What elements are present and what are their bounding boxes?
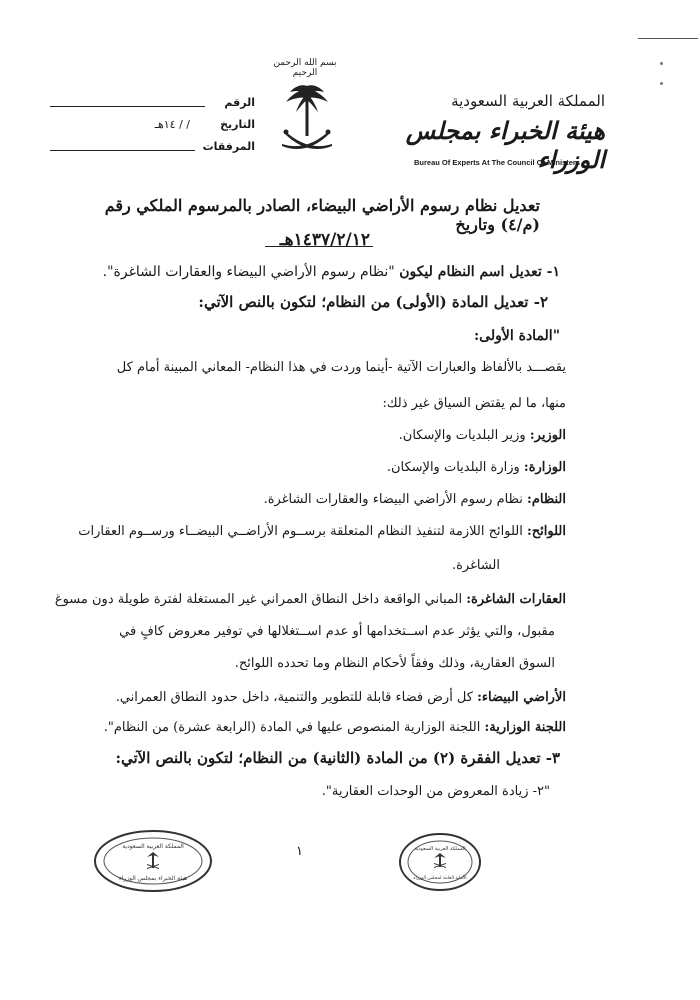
ref-number-field [40,94,255,114]
def-vacant-line3: السوق العقارية، وذلك وفقاً لأحكام النظام وما تحدده اللوائح. [234,656,555,671]
seal-stamp-left [92,828,214,894]
edge-mark [638,38,698,39]
item-3: ٣- تعديل الفقرة (٢) من المادة (الثانية) من النظام؛ لتكون بالنص الآتي: [115,749,560,767]
def-white-lands [116,688,566,708]
def-system-text: نظام رسوم الأراضي البيضاء والعقارات الشاغرة. [263,492,528,507]
article-intro-line1: يقصـــد بالألفاظ والعبارات الآتية -أينما وردت في هذا النظام- المعاني المبينة أمام كل [116,360,566,375]
ref-date-value: / / ١٤هـ [154,118,190,131]
article-title: "المادة الأولى: [474,328,560,344]
def-regulations-text: اللوائح اللازمة لتنفيذ النظام المتعلقة برســوم الأراضــي البيضــاء ورســوم العقارات [78,524,527,539]
ref-attachments-field [40,138,255,158]
def-committee-text: اللجنة الوزارية المنصوص عليها في المادة (الرابعة عشرة) من النظام". [103,720,485,735]
document-title-date: ١٤٣٧/٢/١٢هـ [279,230,370,250]
def-system [264,490,566,510]
seal-right-text: المملكة العربية السعودية [414,846,466,852]
def-white-lands-term: الأراضي البيضاء: [477,690,566,705]
def-ministry-term: الوزارة: [523,460,566,475]
def-committee [104,718,566,738]
def-regulations-term: اللوائح: [526,524,566,539]
seal-right-text2: الأمانة العامة لمجلس الوزراء [413,876,467,881]
def-white-lands-text: كل أرض فضاء قابلة للتطوير والتنمية، داخل حدود النطاق العمراني. [115,690,478,705]
def-regulations [78,522,566,542]
def-minister-text: وزير البلديات والإسكان. [398,428,530,443]
ref-attachments-line [50,150,195,151]
def-vacant-line2: مقبول، والتي يؤثر عدم اســتخدامها أو عدم اســتغلالها في توفير معروض كافٍ في [119,624,555,639]
ref-date-label: التاريخ [220,118,255,131]
edge-dot [660,62,663,65]
edge-dot [660,82,663,85]
basmala: بسم الله الرحمن الرحيم [273,58,337,78]
org-country-name: المملكة العربية السعودية [451,92,605,110]
def-minister-term: الوزير: [529,428,566,443]
def-vacant-text: المباني الواقعة داخل النطاق العمراني غير المستغلة لفترة طويلة دون مسوغ [54,592,467,607]
ref-date-field [40,116,255,136]
title-underline [265,246,373,247]
def-committee-term: اللجنة الوزارية: [484,720,566,735]
document-title: تعديل نظام رسوم الأراضي البيضاء، الصادر بالمرسوم الملكي رقم (م/٤) وتاريخ [104,196,540,234]
org-name-logo: هيئة الخبراء بمجلس الوزراء [405,116,605,174]
page-number: ١ [296,844,303,859]
def-ministry-text: وزارة البلديات والإسكان. [386,460,524,475]
seal-left-text: المملكة العربية السعودية [122,843,184,850]
item-1-lead: ١- تعديل اسم النظام ليكون [399,264,560,280]
item-1 [103,262,560,282]
org-english-name: Bureau Of Experts At The Council Of Ministers [414,158,580,167]
def-vacant-term: العقارات الشاغرة: [466,592,566,607]
def-vacant [55,590,566,610]
def-system-term: النظام: [527,492,566,507]
seal-left-text2: هيئة الخبراء بمجلس الوزراء [118,875,188,882]
item-2: ٢- تعديل المادة (الأولى) من النظام؛ لتكون بالنص الآتي: [198,293,548,311]
palm-swords-emblem [280,80,335,160]
article-intro-line2: منها، ما لم يقتض السياق غير ذلك: [382,396,566,411]
item-3-quote: "٢- زيادة المعروض من الوحدات العقارية". [321,784,550,799]
def-ministry [387,458,566,478]
ref-number-line [50,106,205,107]
item-1-text: "نظام رسوم الأراضي البيضاء والعقارات الشاغرة". [102,264,400,280]
def-regulations-line2: الشاغرة. [451,558,500,573]
def-minister [399,426,566,446]
seal-stamp-right [398,832,482,892]
ref-number-label: الرقم [224,96,255,109]
ref-attachments-label: المرفقات [202,140,255,153]
